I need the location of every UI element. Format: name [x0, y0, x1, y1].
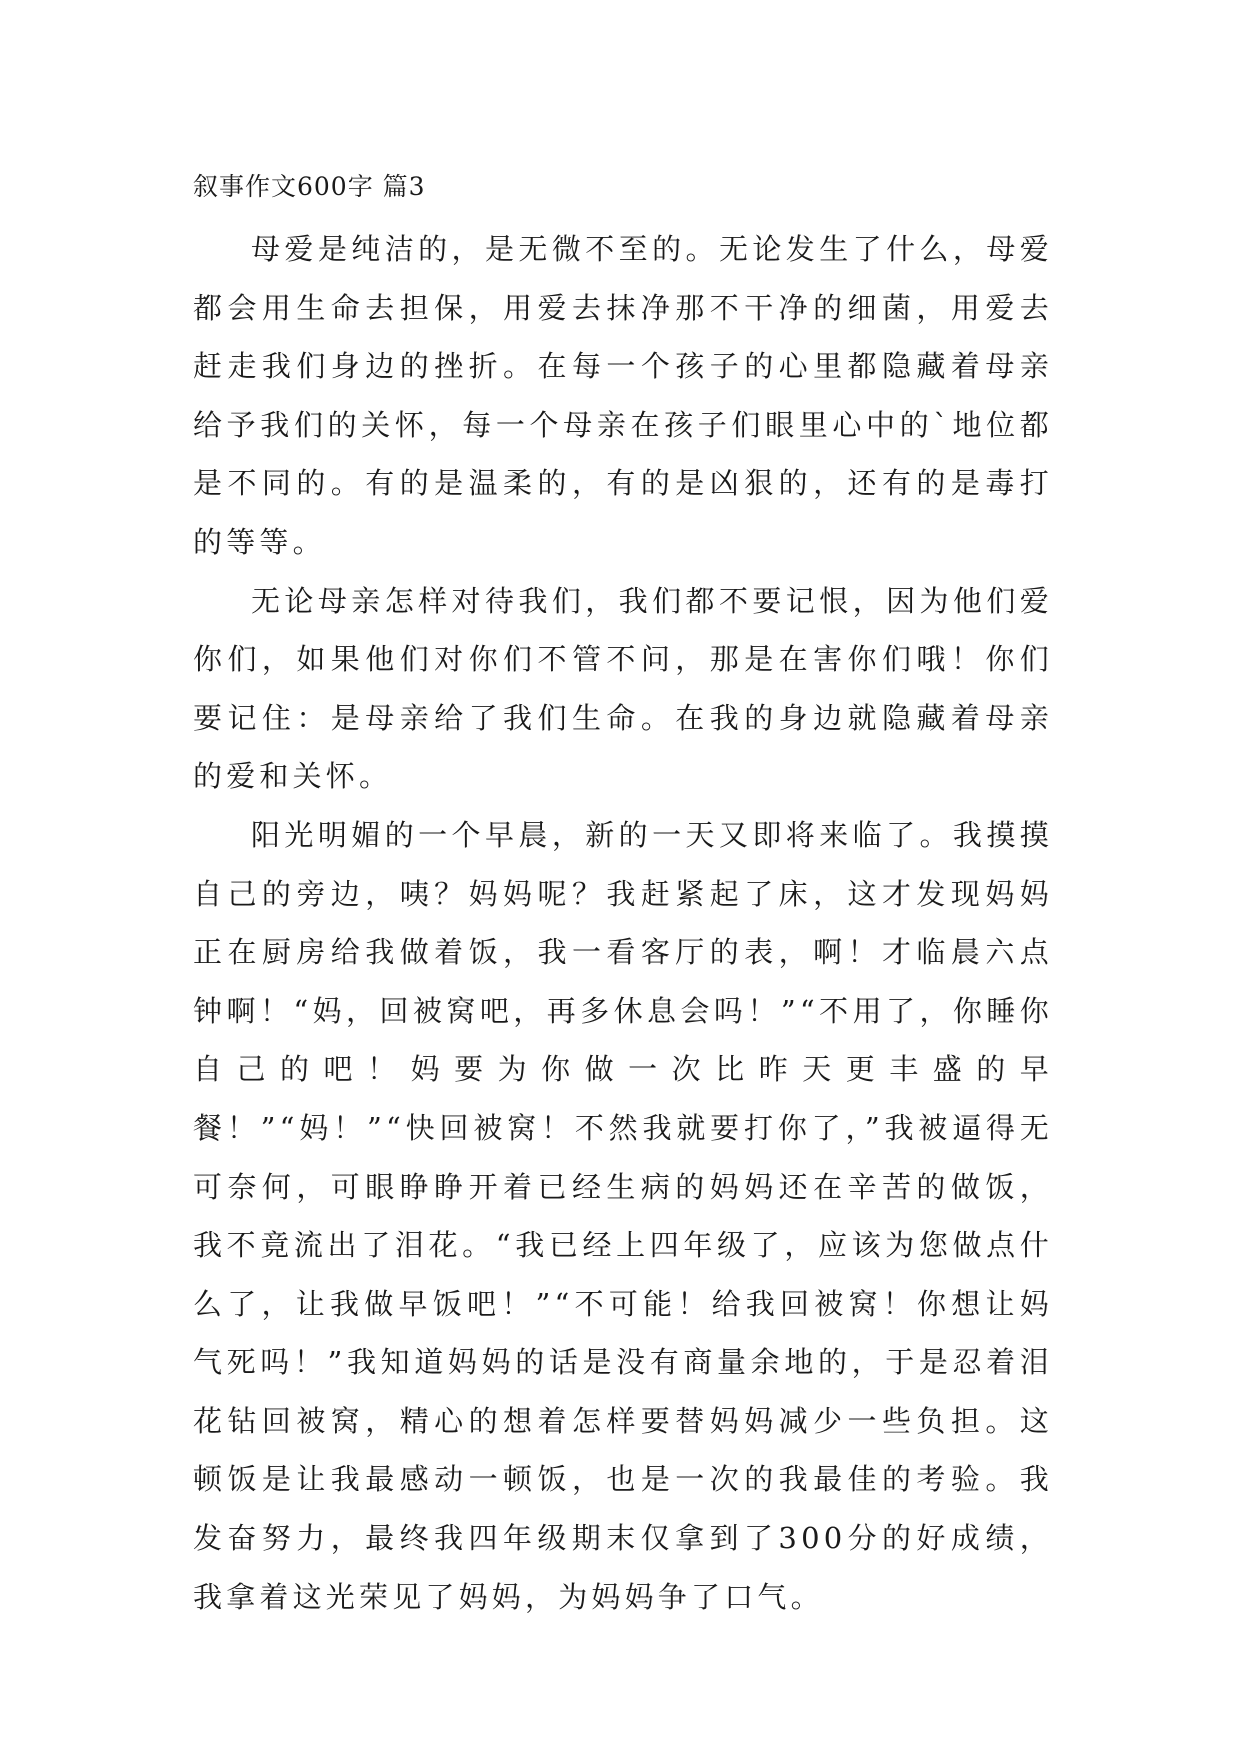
document-page [193, 162, 1053, 1626]
essay-title: 叙事作文600字 篇3 [193, 172, 426, 201]
paragraph-3: 阳光明媚的一个早晨，新的一天又即将来临了。我摸摸自己的旁边，咦？妈妈呢？我赶紧起了床，这才发现妈妈正在厨房给我做着饭，我一看客厅的表，啊！才临晨六点钟啊！“妈，回被窝吧，再多休息会吗！”“不用了，你睡你自己的吧！妈要为你做一次比昨天更丰盛的早餐！”“妈！”“快回被窝！不然我就要打你了，”我被逼得无可奈何，可眼睁睁开着已经生病的妈妈还在辛苦的做饭，我不竟流出了泪花。“我已经上四年级了，应该为您做点什么了，让我做早饭吧！”“不可能！给我回被窝！你想让妈气死吗！”我知道妈妈的话是没有商量余地的，于是忍着泪花钻回被窝，精心的想着怎样要替妈妈减少一些负担。这顿饭是让我最感动一顿饭，也是一次的我最佳的考验。我发奋努力，最终我四年级期末仅拿到了300分的好成绩，我拿着这光荣见了妈妈，为妈妈争了口气。 [193, 817, 1053, 1614]
paragraph-1: 母爱是纯洁的，是无微不至的。无论发生了什么，母爱都会用生命去担保，用爱去抹净那不干净的细菌，用爱去赶走我们身边的挫折。在每一个孩子的心里都隐藏着母亲给予我们的关怀，每一个母亲在孩子们眼里心中的`地位都是不同的。有的是温柔的，有的是凶狠的，还有的是毒打的等等。 [193, 232, 1053, 559]
paragraph-2: 无论母亲怎样对待我们，我们都不要记恨，因为他们爱你们，如果他们对你们不管不问，那是在害你们哦！你们要记住：是母亲给了我们生命。在我的身边就隐藏着母亲的爱和关怀。 [193, 583, 1053, 794]
